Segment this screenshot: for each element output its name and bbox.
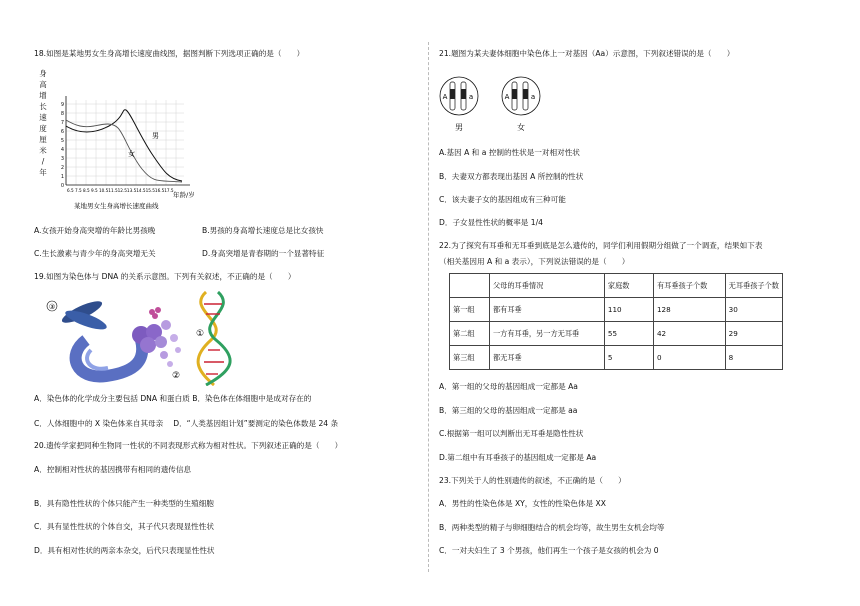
ylabel-char: 速 (39, 113, 47, 122)
svg-text:a: a (530, 93, 536, 101)
ylabel-char: 度 (39, 124, 47, 133)
table-cell: 都无耳垂 (489, 346, 604, 370)
table-row (450, 322, 783, 346)
q20-option-b: B．具有隐性性状的个体只能产生一种类型的生殖细胞 (34, 499, 214, 508)
table-cell: 第一组 (450, 298, 490, 322)
female-curve (66, 120, 182, 182)
table-header-cell: 有耳垂孩子个数 (653, 274, 725, 298)
table-cell: 8 (725, 346, 782, 370)
female-label: 女 (517, 123, 525, 132)
ylabel-char: 年 (39, 168, 47, 177)
svg-text:1: 1 (60, 174, 64, 180)
q22-stem-line2: （相关基因用 A 和 a 表示），下列说法错误的是（ ） (439, 257, 630, 266)
q20-stem: 20.遗传学家把同种生物同一性状的不同表现形式称为相对性状。下列叙述正确的是（ ） (34, 441, 343, 450)
male-curve (66, 110, 182, 181)
q21-option-d: D．子女显性性状的概率是 1/4 (439, 218, 544, 227)
ylabel-char: 厘 (39, 135, 47, 144)
marker-2: ② (171, 371, 181, 381)
table-cell: 55 (604, 322, 653, 346)
table-cell: 第三组 (450, 346, 490, 370)
q20-option-a: A．控制相对性状的基因携带有相同的遗传信息 (34, 465, 192, 474)
marker-1: ① (195, 329, 205, 339)
table-row (450, 298, 783, 322)
q22-option-b: B．第三组的父母的基因组成一定都是 aa (439, 406, 578, 415)
chromosome-dna-illustration (46, 290, 246, 386)
female-cell (502, 77, 540, 132)
svg-text:5: 5 (60, 138, 64, 144)
svg-text:A: A (504, 93, 510, 101)
table-cell: 110 (604, 298, 653, 322)
chart-caption: 某地男女生身高增长速度曲线 (74, 202, 159, 210)
ylabel-char: / (41, 157, 45, 166)
gene-pair-diagram (437, 74, 567, 138)
table-header-cell: 无耳垂孩子个数 (725, 274, 782, 298)
y-axis-title (39, 68, 47, 177)
q21-option-a: A.基因 A 和 a 控制的性状是一对相对性状 (439, 148, 580, 157)
q23-stem: 23.下列关于人的性别遗传的叙述，不正确的是（ ） (439, 476, 626, 485)
growth-rate-chart (34, 64, 224, 219)
table-cell: 0 (653, 346, 725, 370)
female-curve-label: 女 (128, 150, 135, 158)
male-curve-label: 男 (152, 132, 159, 140)
ylabel-char: 高 (39, 80, 47, 89)
q21-option-c: C．该夫妻子女的基因组成有三种可能 (439, 195, 566, 204)
table-cell: 一方有耳垂，另一方无耳垂 (489, 322, 604, 346)
table-cell: 5 (604, 346, 653, 370)
q18-option-d: D.身高突增是青春期的一个显著特征 (202, 249, 325, 258)
male-cell (440, 77, 478, 132)
q22-option-a: A．第一组的父母的基因组成一定都是 Aa (439, 382, 578, 391)
q23-option-b: B．两种类型的精子与卵细胞结合的机会均等，故生男生女机会均等 (439, 523, 665, 532)
q22-option-d: D.第二组中有耳垂孩子的基因组成一定都是 Aa (439, 453, 597, 462)
q18-option-b: B.男孩的身高增长速度总是比女孩快 (202, 226, 324, 235)
q23-option-c: C．一对夫妇生了 3 个男孩，他们再生一个孩子是女孩的机会为 0 (439, 546, 659, 555)
earlobe-survey-table (449, 273, 783, 370)
svg-text:4: 4 (60, 147, 64, 153)
table-header-cell: 父母的耳垂情况 (489, 274, 604, 298)
y-ticks (61, 102, 64, 189)
table-header-cell: 家庭数 (604, 274, 653, 298)
marker-3: ③ (48, 303, 56, 311)
table-header-row (450, 274, 783, 298)
x-tick-labels: 6.5 7.5 8.5 9.5 10.511.512.513.514.515.516.517.5 (67, 188, 174, 193)
svg-text:8: 8 (60, 111, 64, 117)
table-cell: 30 (725, 298, 782, 322)
svg-text:6: 6 (60, 129, 64, 135)
table-cell: 29 (725, 322, 782, 346)
table-cell: 第二组 (450, 322, 490, 346)
svg-text:a: a (468, 93, 474, 101)
q23-option-a: A．男性的性染色体是 XY，女性的性染色体是 XX (439, 499, 606, 508)
svg-text:A: A (442, 93, 448, 101)
q22-option-c: C.根据第一组可以判断出无耳垂是隐性性状 (439, 429, 584, 438)
x-axis-title: 年龄/岁 (173, 191, 195, 199)
svg-text:0: 0 (60, 183, 64, 189)
q21-stem: 21.题图为某夫妻体细胞中染色体上一对基因（Aa）示意图，下列叙述错误的是（ ） (439, 49, 735, 58)
q18-stem: 18.如图是某地男女生身高增长速度曲线图，据图判断下列选项正确的是（ ） (34, 49, 305, 58)
q18-option-c: C.生长激素与青少年的身高突增无关 (34, 249, 156, 258)
svg-text:2: 2 (60, 165, 64, 171)
q20-option-d: D．具有相对性状的两亲本杂交，后代只表现显性性状 (34, 546, 215, 555)
q18-option-a: A.女孩开始身高突增的年龄比男孩晚 (34, 226, 156, 235)
ylabel-char: 米 (39, 146, 47, 155)
q22-stem-line1: 22.为了探究有耳垂和无耳垂到底是怎么遗传的，同学们利用假期分组做了一个调查，结果如下表 (439, 241, 763, 250)
svg-text:3: 3 (60, 156, 64, 162)
table-cell: 都有耳垂 (489, 298, 604, 322)
table-row (450, 346, 783, 370)
svg-text:7: 7 (60, 120, 64, 126)
male-label: 男 (455, 123, 463, 132)
q21-option-b: B．夫妻双方都表现出基因 A 所控制的性状 (439, 172, 584, 181)
ylabel-char: 增 (39, 91, 47, 100)
q19-options-ab: A．染色体的化学成分主要包括 DNA 和蛋白质 B．染色体在体细胞中是成对存在的 (34, 394, 312, 403)
q19-stem: 19.如图为染色体与 DNA 的关系示意图。下列有关叙述，不正确的是（ ） (34, 272, 296, 281)
ylabel-char: 身 (39, 69, 47, 78)
table-cell: 128 (653, 298, 725, 322)
svg-text:9: 9 (60, 102, 64, 108)
ylabel-char: 长 (39, 102, 47, 111)
column-divider (428, 42, 429, 572)
table-cell: 42 (653, 322, 725, 346)
q20-option-c: C．具有显性性状的个体自交，其子代只表现显性性状 (34, 522, 214, 531)
table-header-cell (450, 274, 490, 298)
q19-options-cd: C．人体细胞中的 X 染色体来自其母亲 D．“人类基因组计划”要测定的染色体数是 24 条 (34, 419, 339, 428)
